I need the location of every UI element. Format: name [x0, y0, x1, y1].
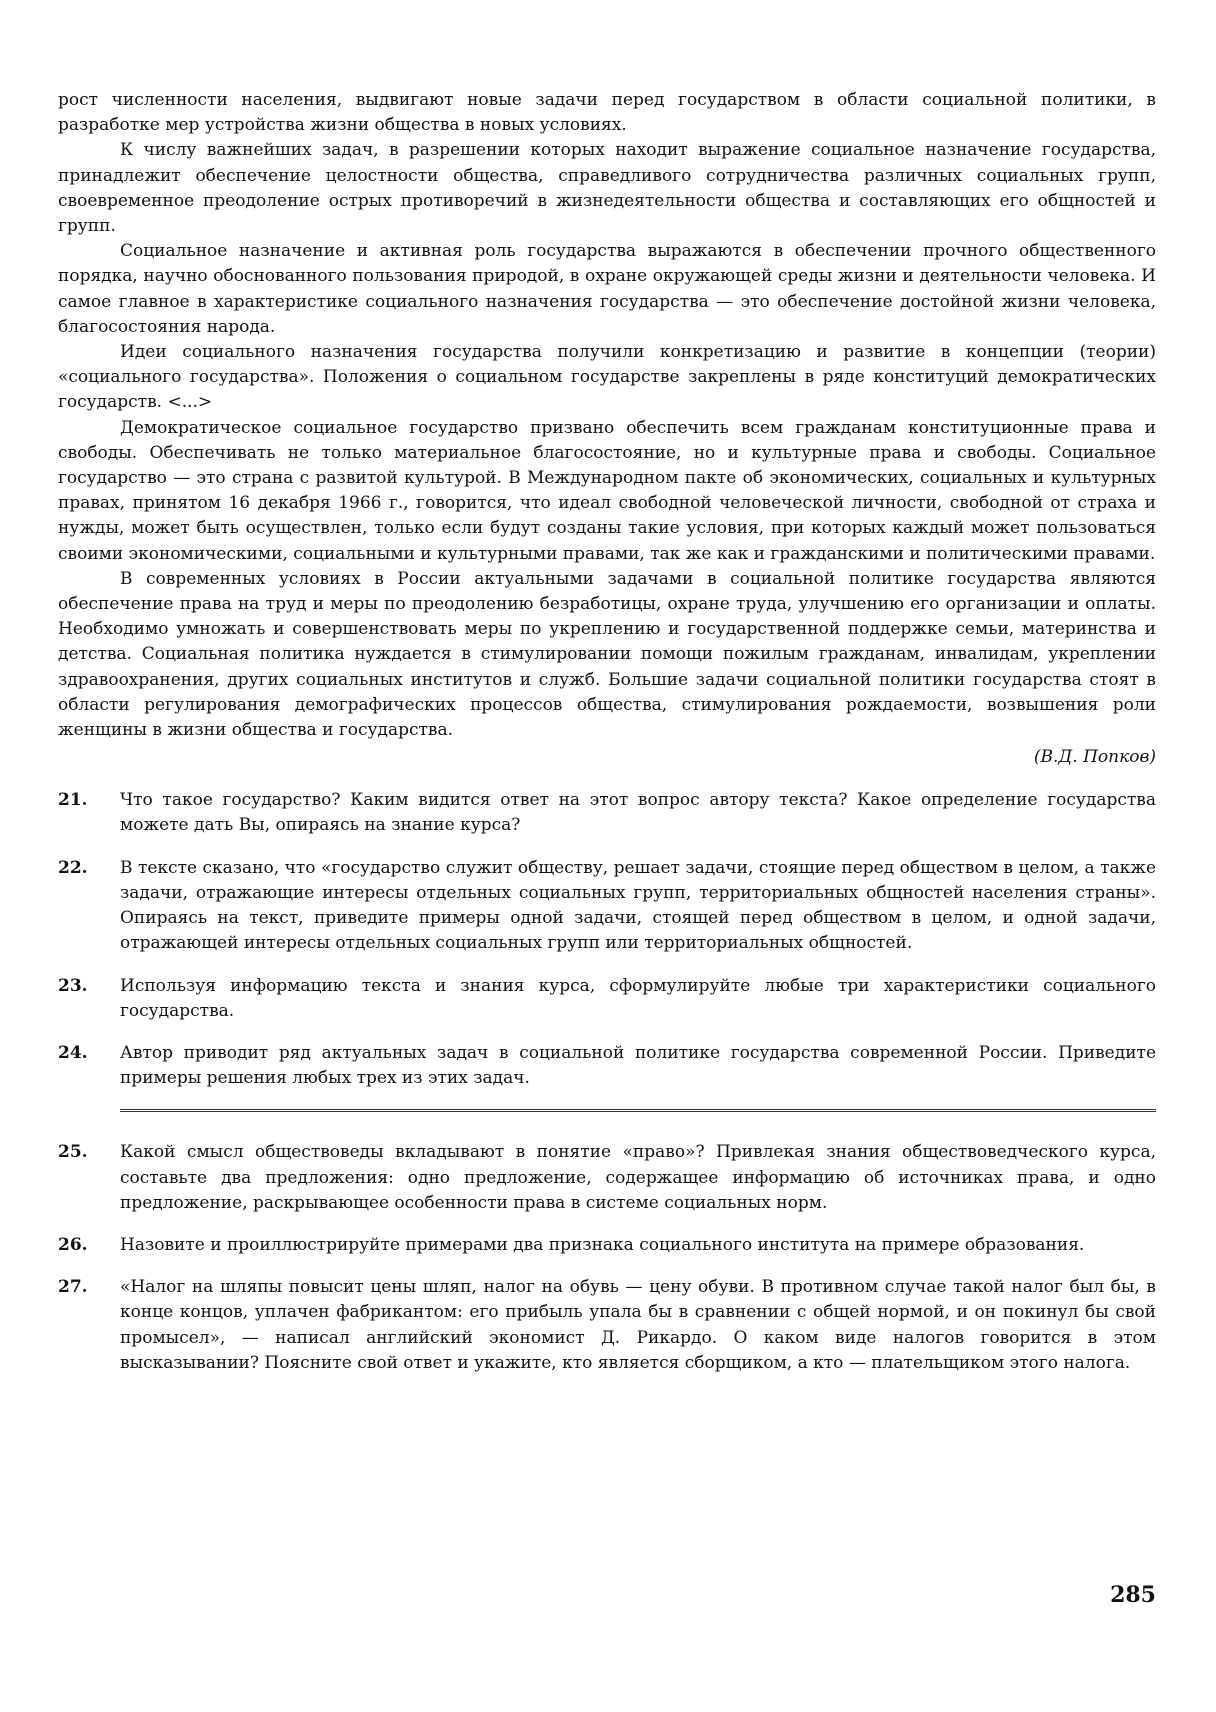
task-number: 21. — [58, 790, 88, 811]
document-page — [58, 88, 1156, 1688]
section-divider — [120, 1109, 1156, 1114]
paragraph: Идеи социального назначения государства получили конкретизацию и развитие в концепции (теории) «социального государства». Положения о социальном государстве закреплены в ряде конституций демократических государств. <...> — [58, 342, 1156, 413]
task-item — [58, 974, 1156, 1024]
task-number: 27. — [58, 1277, 88, 1298]
task-number: 22. — [58, 857, 88, 878]
task-text: Автор приводит ряд актуальных задач в социальной политике государства современной России. Приведите примеры решения любых трех из этих задач. — [120, 1042, 1156, 1089]
task-item — [58, 1140, 1156, 1216]
task-text: Какой смысл обществоведы вкладывают в понятие «право»? Привлекая знания обществоведческого курса, составьте два предложения: одно предложение, содержащее информацию об источниках права, и одно предложение, раскрывающее особенности права в системе социальных норм. — [120, 1142, 1156, 1213]
task-text: В тексте сказано, что «государство служит обществу, решает задачи, стоящие перед обществом в целом, а также задачи, отражающие интересы отдельных социальных групп, территориальных общностей населения страны». Опираясь на текст, приведите примеры одной задачи, стоящей перед обществом в целом, и одной задачи, отражающей интересы отдельных социальных групп или территориальных общностей. — [120, 857, 1156, 954]
task-item — [58, 1275, 1156, 1376]
task-item — [58, 788, 1156, 838]
task-list — [58, 788, 1156, 1091]
task-number: 23. — [58, 975, 88, 996]
task-text: Что такое государство? Каким видится ответ на этот вопрос автору текста? Какое определение государства можете дать Вы, опираясь на знание курса? — [120, 790, 1156, 836]
paragraph: Социальное назначение и активная роль государства выражаются в обеспечении прочного общественного порядка, научно обоснованного пользования природой, в охране окружающей среды жизни и деятельности человека. И самое главное в характеристике социального назначения государства — это обеспечение достойной жизни человека, благосостояния народа. — [58, 241, 1156, 337]
task-item — [58, 1233, 1156, 1258]
paragraph: Демократическое социальное государство призвано обеспечить всем гражданам конституционные права и свободы. Обеспечивать не только материальное благосостояние, но и культурные права и свободы. Социальное государство — это страна с развитой культурой. В Международном пакте об экономических, социальных и культурных правах, принятом 16 декабря 1966 г., говорится, что идеал свободной человеческой личности, свободной от страха и нужды, может быть осуществлен, только если будут созданы такие условия, при которых каждый может пользоваться своими экономическими, социальными и культурными правами, так же как и гражданскими и политическими правами. — [58, 417, 1156, 564]
task-item — [58, 856, 1156, 957]
paragraph: К числу важнейших задач, в разрешении которых находит выражение социальное назначение государства, принадлежит обеспечение целостности общества, справедливого сотрудничества различных социальных групп, своевременное преодоление острых противоречий в жизнедеятельности общества и составляющих его общностей и групп. — [58, 140, 1156, 237]
task-text: Используя информацию текста и знания курса, сформулируйте любые три характеристики социального государства. — [120, 975, 1156, 1021]
task-number: 25. — [58, 1142, 88, 1163]
task-list-second — [58, 1140, 1156, 1376]
paragraph: В современных условиях в России актуальными задачами в социальной политике государства являются обеспечение права на труд и меры по преодолению безработицы, охране труда, улучшению его организации и оплаты. Необходимо умножать и совершенствовать меры по укреплению и государственной поддержке семьи, материнства и детства. Социальная политика нуждается в стимулировании помощи пожилым гражданам, инвалидам, укреплении здравоохранения, других социальных институтов и служб. Большие задачи социальной политики государства стоят в области регулирования демографических процессов общества, стимулирования рождаемости, возвышения роли женщины в жизни общества и государства. — [58, 568, 1156, 741]
task-item — [58, 1041, 1156, 1091]
task-text: Назовите и проиллюстрируйте примерами два признака социального института на примере образования. — [120, 1234, 1085, 1255]
page-number: 285 — [1110, 1582, 1156, 1608]
author-attribution: (В.Д. Попков) — [1033, 747, 1156, 768]
task-number: 26. — [58, 1234, 88, 1255]
paragraph: рост численности населения, выдвигают новые задачи перед государством в области социальной политики, в разработке мер устройства жизни общества в новых условиях. — [58, 90, 1156, 136]
task-text: «Налог на шляпы повысит цены шляп, налог на обувь — цену обуви. В противном случае такой налог был бы, в конце концов, уплачен фабрикантом: его прибыль упала бы в сравнении с общей нормой, и он покинул бы свой промысел», — написал английский экономист Д. Рикардо. О каком виде налогов говорится в этом высказывании? Поясните свой ответ и укажите, кто является сборщиком, а кто — плательщиком этого налога. — [120, 1277, 1156, 1373]
source-text — [58, 88, 1156, 770]
task-number: 24. — [58, 1042, 88, 1063]
